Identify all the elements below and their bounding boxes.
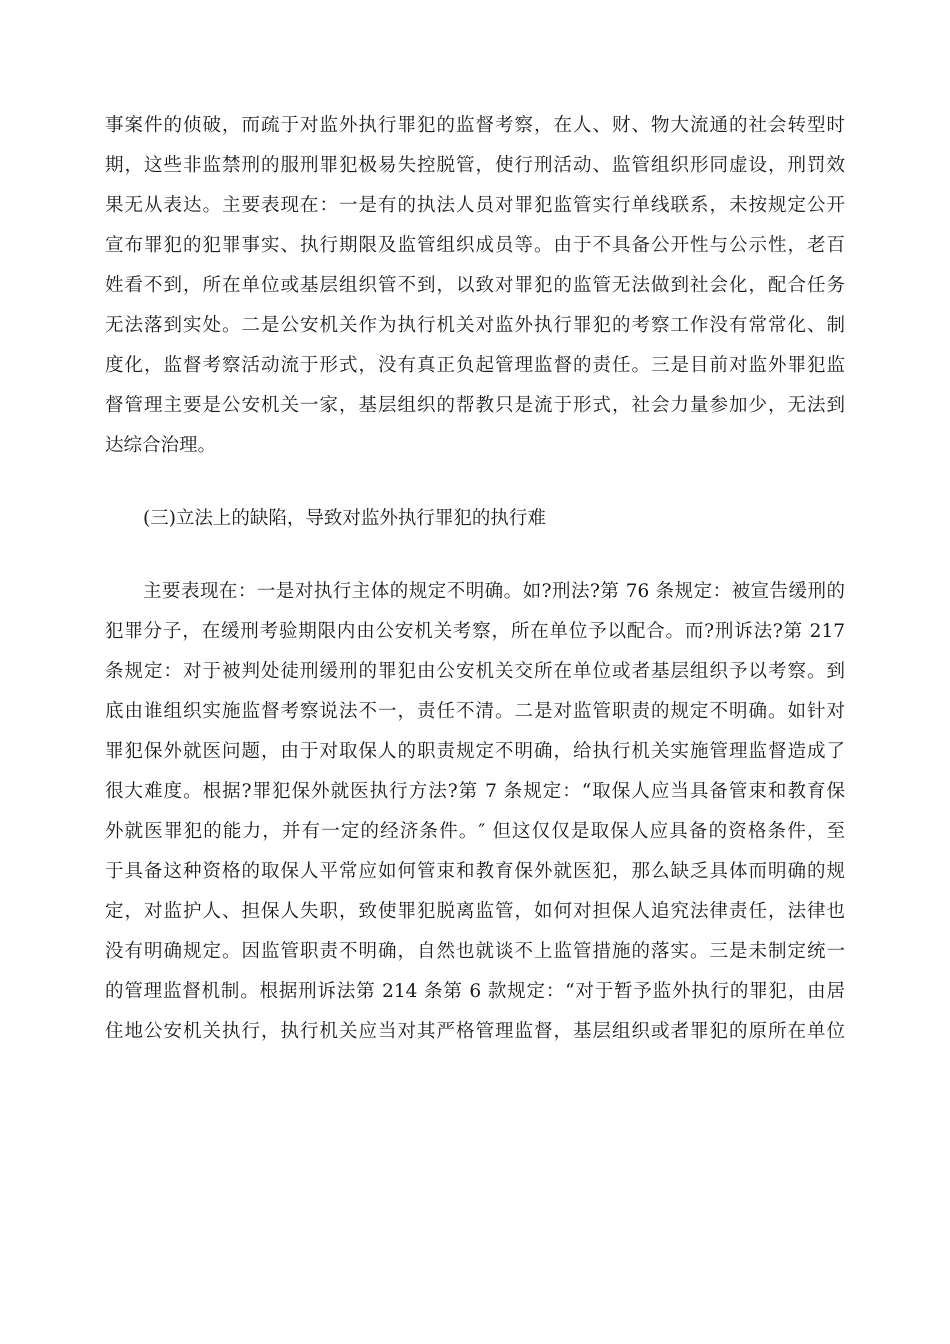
text-line: 外就医罪犯的能力，并有一定的经济条件。″ 但这仅仅是取保人应具备的资格条件，至: [105, 821, 845, 842]
text-line: 度化，监督考察活动流于形式，没有真正负起管理监督的责任。三是目前对监外罪犯监: [105, 355, 845, 376]
paragraph-gap: [105, 539, 845, 572]
text-line: 期，这些非监禁刑的服刑罪犯极易失控脱管，使行刑活动、监管组织形同虚设，刑罚效: [105, 155, 845, 176]
text-line: 住地公安机关执行，执行机关应当对其严格管理监督，基层组织或者罪犯的原所在单位: [105, 1021, 845, 1042]
text-line: 没有明确规定。因监管职责不明确，自然也就谈不上监管措施的落实。三是未制定统一: [105, 941, 845, 962]
text-line: 条规定：对于被判处徒刑缓刑的罪犯由公安机关交所在单位或者基层组织予以考察。到: [105, 661, 845, 682]
text-line: 的管理监督机制。根据刑诉法第 214 条第 6 款规定：“对于暂予监外执行的罪犯，由居: [105, 981, 845, 1002]
text-line: 定，对监护人、担保人失职，致使罪犯脱离监管，如何对担保人追究法律责任，法律也: [105, 901, 845, 922]
paragraph-1: [105, 106, 845, 466]
text-line: 无法落到实处。二是公安机关作为执行机关对监外执行罪犯的考察工作没有常常化、制: [105, 315, 845, 336]
text-line: 主要表现在：一是对执行主体的规定不明确。如?刑法?第 76 条规定：被宣告缓刑的: [143, 581, 845, 602]
text-line: 事案件的侦破，而疏于对监外执行罪犯的监督考察，在人、财、物大流通的社会转型时: [105, 115, 845, 136]
text-line: 很大难度。根据?罪犯保外就医执行方法?第 7 条规定：“取保人应当具备管束和教育保: [105, 781, 845, 802]
paragraph-gap: [105, 466, 845, 499]
text-line: 宣布罪犯的犯罪事实、执行期限及监管组织成员等。由于不具备公开性与公示性，老百: [105, 235, 845, 256]
text-line: 于具备这种资格的取保人平常应如何管束和教育保外就医犯，那么缺乏具体而明确的规: [105, 861, 845, 882]
text-line: 底由谁组织实施监督考察说法不一，责任不清。二是对监管职责的规定不明确。如针对: [105, 701, 845, 722]
text-line: 督管理主要是公安机关一家，基层组织的帮教只是流于形式，社会力量参加少，无法到: [105, 395, 845, 416]
document-body: [105, 106, 845, 1052]
paragraph-2: [105, 572, 845, 1052]
text-line: 达综合治理。: [105, 435, 217, 456]
text-line: 果无从表达。主要表现在：一是有的执法人员对罪犯监管实行单线联系，未按规定公开: [105, 195, 845, 216]
section-heading: (三)立法上的缺陷，导致对监外执行罪犯的执行难: [143, 508, 546, 529]
text-line: 姓看不到，所在单位或基层组织管不到，以致对罪犯的监管无法做到社会化，配合任务: [105, 275, 845, 296]
text-line: 犯罪分子，在缓刑考验期限内由公安机关考察，所在单位予以配合。而?刑诉法?第 217: [105, 621, 845, 642]
text-line: 罪犯保外就医问题，由于对取保人的职责规定不明确，给执行机关实施管理监督造成了: [105, 741, 845, 762]
